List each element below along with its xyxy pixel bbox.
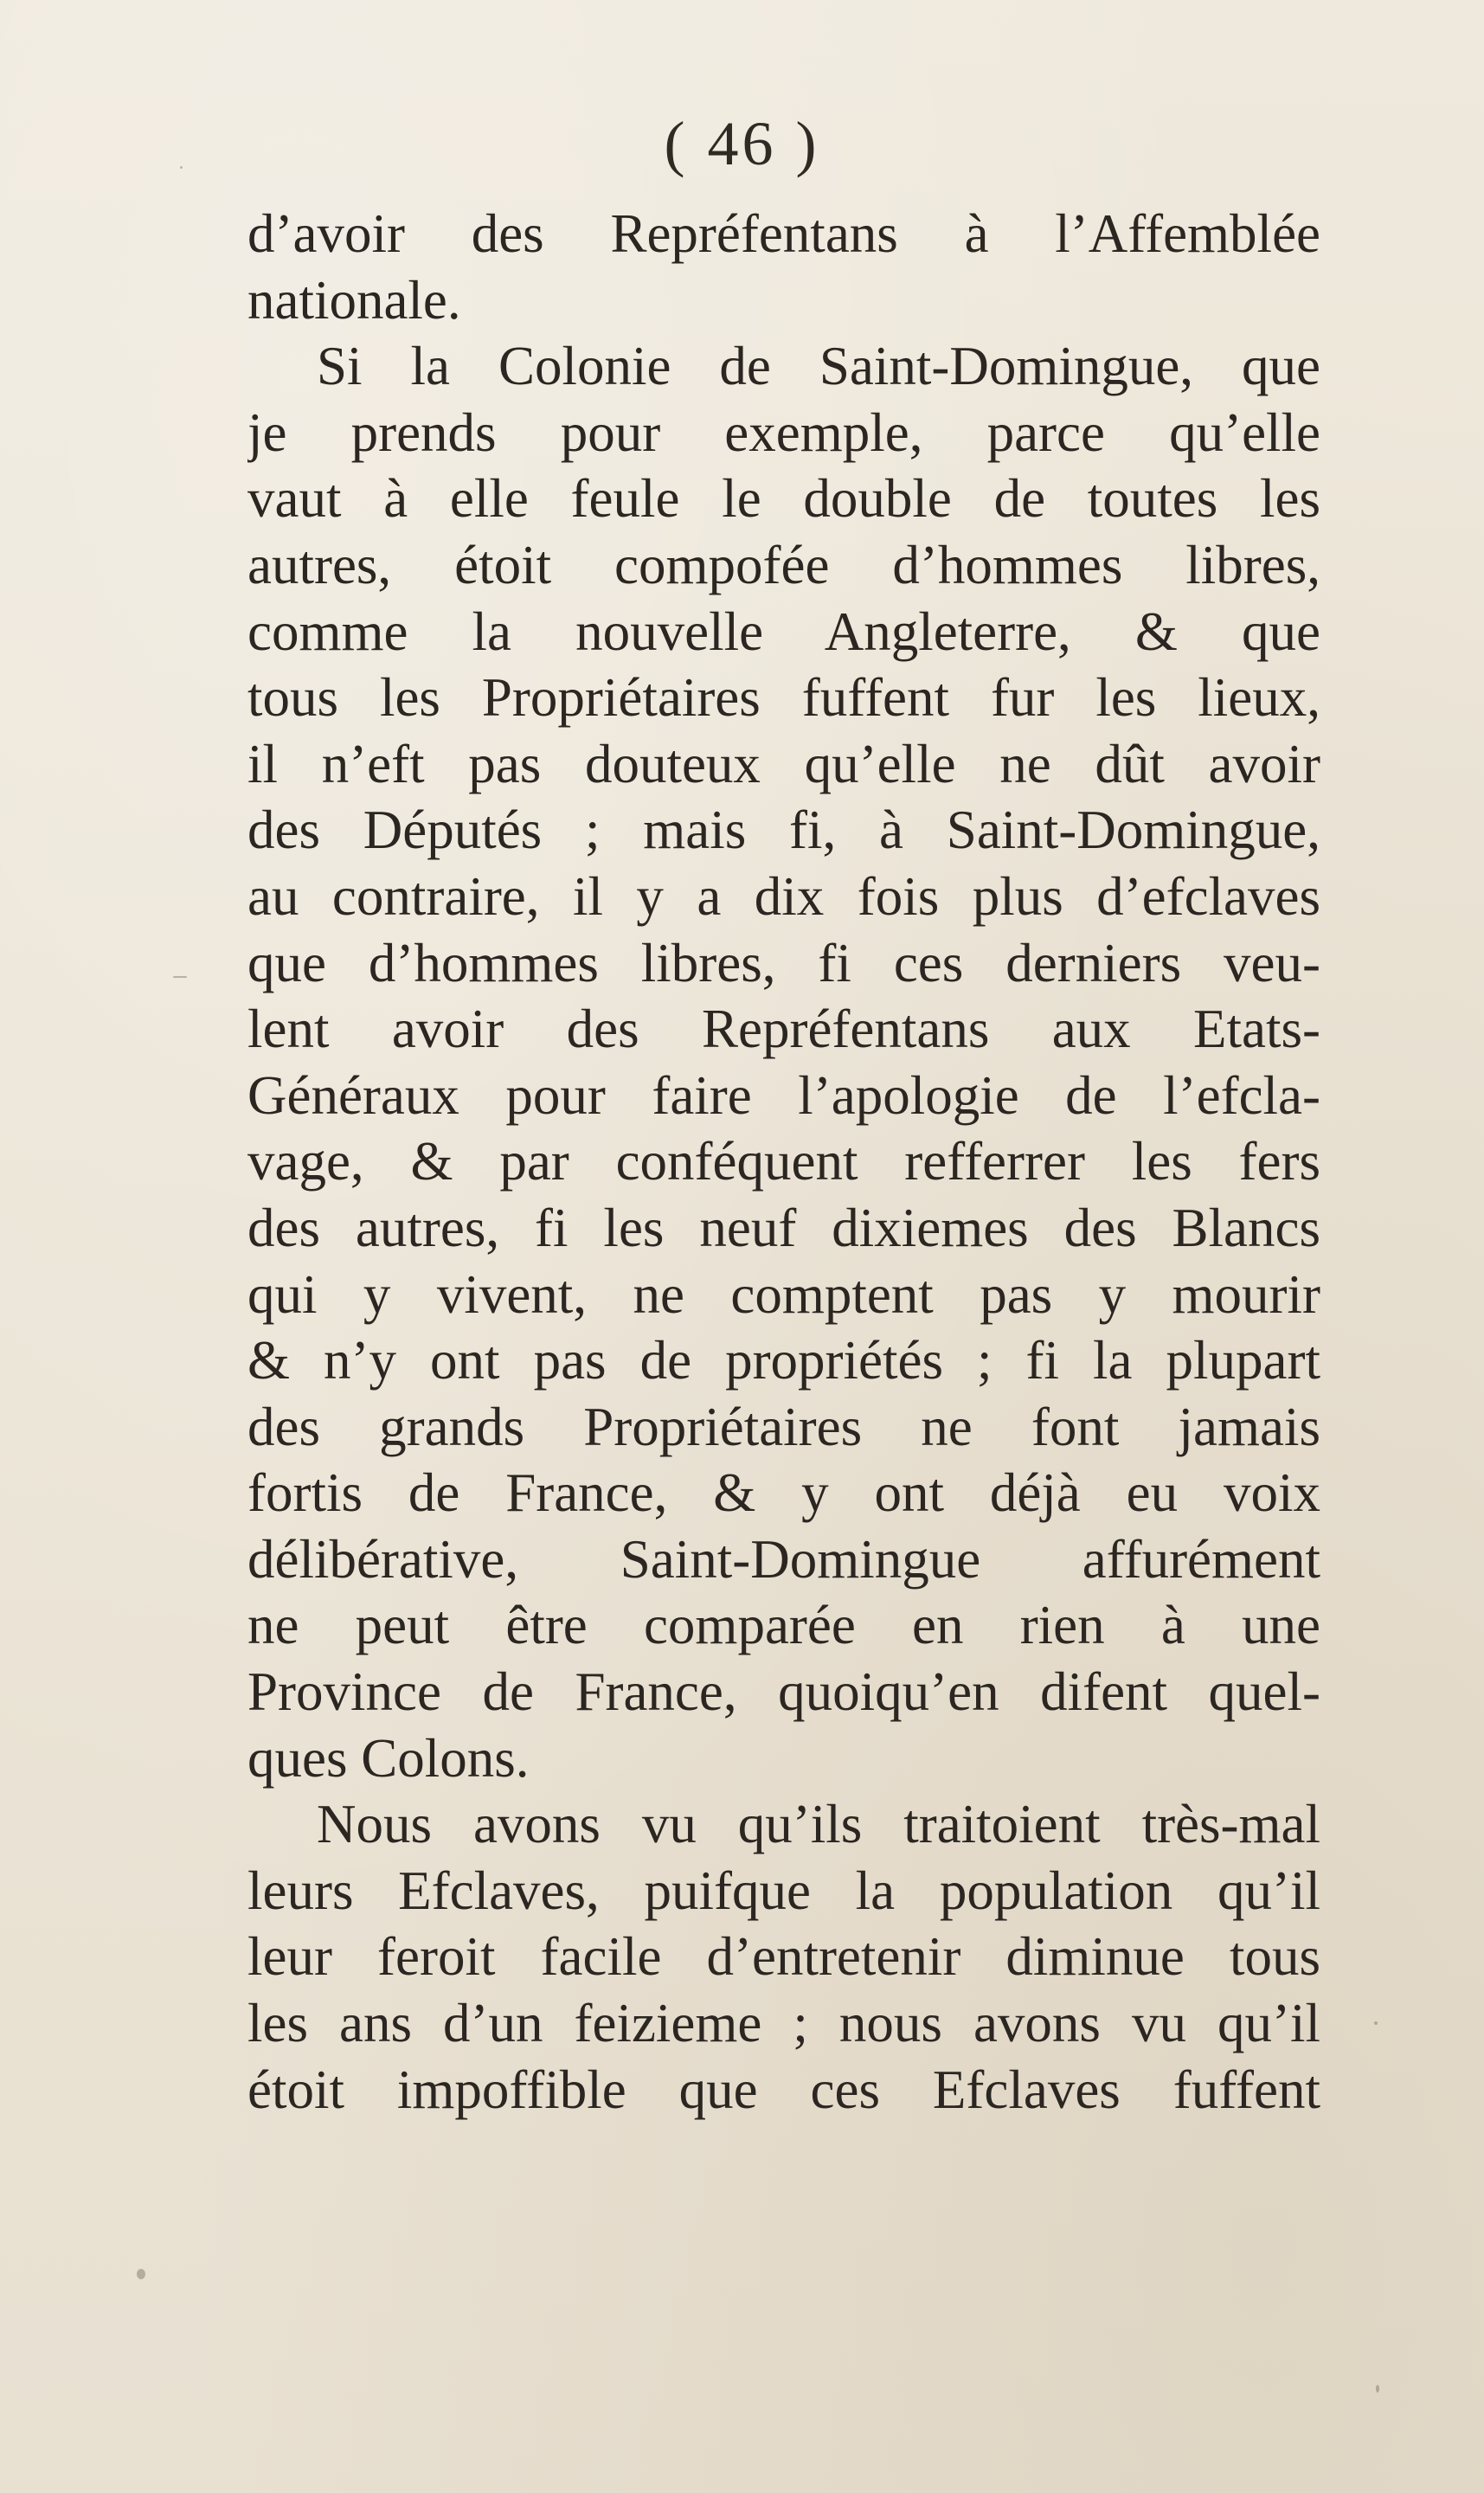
- text-line: ques Colons.: [247, 1727, 530, 1789]
- paper-speck: [173, 976, 187, 978]
- text-line: je prends pour exemple, parce qu’elle: [247, 402, 1320, 463]
- paper-speck: [137, 2269, 145, 2279]
- text-line: autres, étoit compofée d’hommes libres,: [247, 534, 1320, 595]
- text-line: ne peut être comparée en rien à une: [247, 1595, 1320, 1656]
- text-line: des autres, fi les neuf dixiemes des Blancs: [247, 1197, 1320, 1258]
- text-line: qui y vivent, ne comptent pas y mourir: [247, 1263, 1320, 1325]
- text-line: d’avoir des Repréfentans à l’Affemblée: [247, 203, 1320, 264]
- text-line: Province de France, quoiqu’en difent quel-: [247, 1661, 1320, 1723]
- text-line: vaut à elle feule le double de toutes les: [247, 468, 1320, 530]
- text-line: & n’y ont pas de propriétés ; fi la plupart: [247, 1330, 1320, 1391]
- text-line: des Députés ; mais fi, à Saint-Domingue,: [247, 800, 1320, 861]
- paper-speck: [1376, 2385, 1379, 2393]
- text-line: au contraire, il y a dix fois plus d’efclaves: [247, 865, 1320, 927]
- paper-speck: [180, 166, 183, 169]
- text-line: Si la Colonie de Saint-Domingue, que: [317, 336, 1320, 397]
- text-line: délibérative, Saint-Domingue affurément: [247, 1528, 1320, 1590]
- body-text: [247, 201, 1320, 2123]
- text-line: que d’hommes libres, fi ces derniers veu-: [247, 932, 1320, 993]
- text-line: nationale.: [247, 269, 461, 331]
- page-number: ( 46 ): [664, 109, 820, 178]
- text-line: Nous avons vu qu’ils traitoient très-mal: [317, 1794, 1320, 1855]
- text-line: tous les Propriétaires fuffent fur les lieux,: [247, 667, 1320, 729]
- text-line: lent avoir des Repréfentans aux Etats-: [247, 999, 1320, 1060]
- paper-speck: [1374, 2021, 1378, 2025]
- text-line: Généraux pour faire l’apologie de l’efcla-: [247, 1064, 1320, 1126]
- text-line: des grands Propriétaires ne font jamais: [247, 1396, 1320, 1457]
- text-line: comme la nouvelle Angleterre, & que: [247, 601, 1320, 662]
- text-line: vage, & par conféquent refferrer les fers: [247, 1131, 1320, 1192]
- text-line: étoit impoffible que ces Efclaves fuffent: [247, 2059, 1320, 2120]
- text-line: les ans d’un feizieme ; nous avons vu qu’il: [247, 1993, 1320, 2054]
- text-line: leurs Efclaves, puifque la population qu’il: [247, 1860, 1320, 1921]
- text-line: il n’eft pas douteux qu’elle ne dût avoir: [247, 733, 1320, 794]
- text-line: fortis de France, & y ont déjà eu voix: [247, 1462, 1320, 1524]
- text-line: leur feroit facile d’entretenir diminue tous: [247, 1926, 1320, 1988]
